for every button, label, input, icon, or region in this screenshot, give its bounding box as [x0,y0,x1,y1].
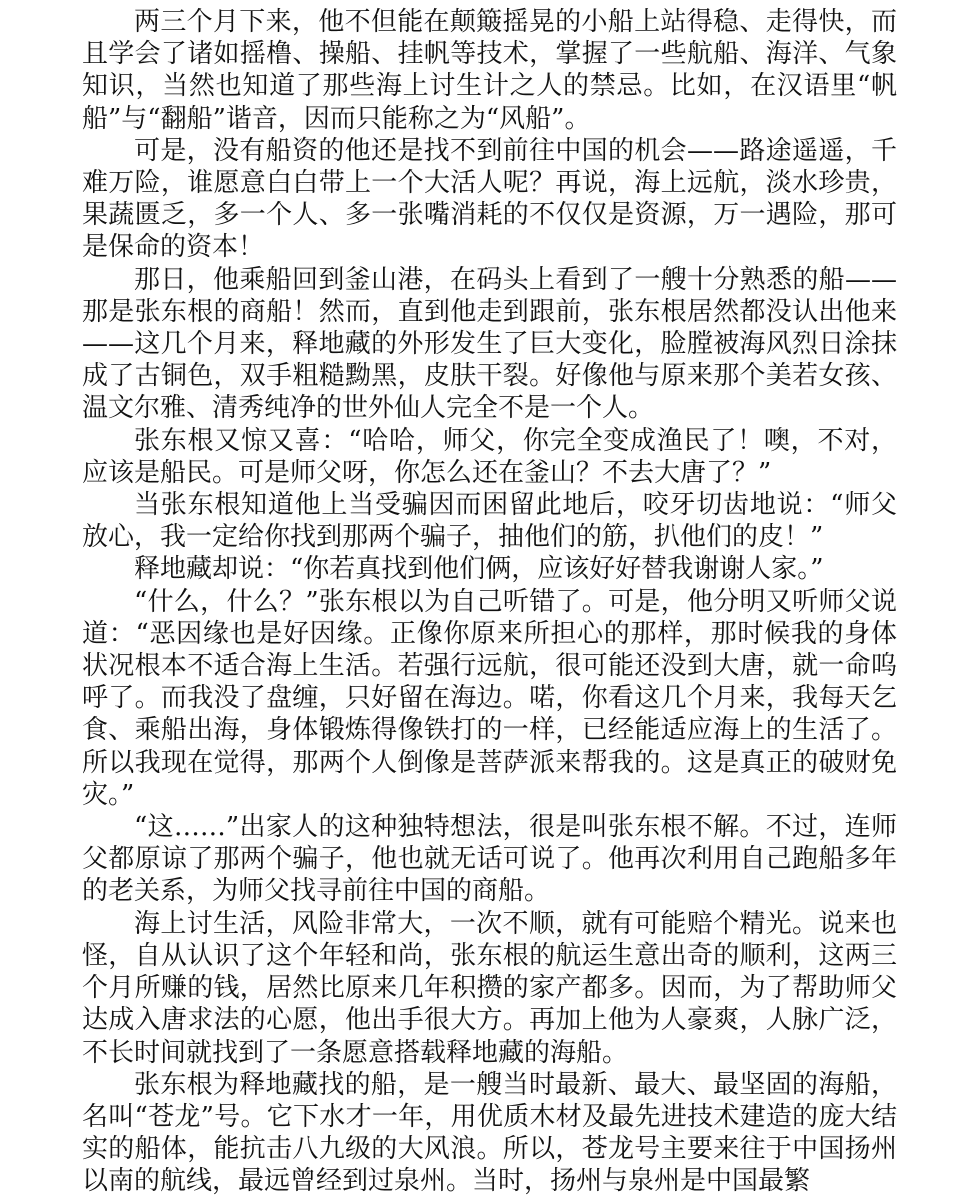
paragraph: 张东根为释地藏找的船，是一艘当时最新、最大、最坚固的海船，名叫“苍龙”号。它下水才一年，用优质木材及最先进技术建造的庞大结实的船体，能抗击八九级的大风浪。所以，苍龙号主要来往于中国扬州以南的航线，最远曾经到过泉州。当时，扬州与泉州是中国最繁 [82,1069,897,1197]
paragraph: 海上讨生活，风险非常大，一次不顺，就有可能赔个精光。说来也怪，自从认识了这个年轻和尚，张东根的航运生意出奇的顺利，这两三个月所赚的钱，居然比原来几年积攒的家产都多。因而，为了帮助师父达成入唐求法的心愿，他出手很大方。再加上他为人豪爽，人脉广泛，不长时间就找到了一条愿意搭载释地藏的海船。 [82,908,897,1068]
paragraph: 两三个月下来，他不但能在颠簸摇晃的小船上站得稳、走得快，而且学会了诸如摇橹、操船、挂帆等技术，掌握了一些航船、海洋、气象知识，当然也知道了那些海上讨生计之人的禁忌。比如，在汉语里“帆船”与“翻船”谐音，因而只能称之为“风船”。 [82,7,897,134]
paragraph: 那日，他乘船回到釜山港，在码头上看到了一艘十分熟悉的船——那是张东根的商船！然而，直到他走到跟前，张东根居然都没认出他来——这几个月来，释地藏的外形发生了巨大变化，脸膛被海风烈日涂抹成了古铜色，双手粗糙黝黑，皮肤干裂。好像他与原来那个美若女孩、温文尔雅、清秀纯净的世外仙人完全不是一个人。 [82,264,897,424]
paragraph: 释地藏却说：“你若真找到他们俩，应该好好替我谢谢人家。” [134,554,824,585]
paragraph: “什么，什么？”张东根以为自己听错了。可是，他分明又听师父说道：“恶因缘也是好因缘。正像你原来所担心的那样，那时候我的身体状况根本不适合海上生活。若强行远航，很可能还没到大唐，就一命呜呼了。而我没了盘缠，只好留在海边。喏，你看这几个月来，我每天乞食、乘船出海，身体锻炼得像铁打的一样，已经能适应海上的生活了。所以我现在觉得，那两个人倒像是菩萨派来帮我的。这是真正的破财免灾。” [82,586,897,810]
paragraph: “这……”出家人的这种独特想法，很是叫张东根不解。不过，连师父都原谅了那两个骗子，他也就无话可说了。他再次利用自己跑船多年的老关系，为师父找寻前往中国的商船。 [82,812,897,907]
paragraph: 可是，没有船资的他还是找不到前往中国的机会——路途遥遥，千难万险，谁愿意白白带上一个大活人呢？再说，海上远航，淡水珍贵，果蔬匮乏，多一个人、多一张嘴消耗的不仅仅是资源，万一遇险，那可是保命的资本！ [82,135,897,263]
paragraph: 当张东根知道他上当受骗因而困留此地后，咬牙切齿地说：“师父放心，我一定给你找到那两个骗子，抽他们的筋，扒他们的皮！” [82,490,897,553]
paragraph: 张东根又惊又喜：“哈哈，师父，你完全变成渔民了！噢，不对，应该是船民。可是师父呀，你怎么还在釜山？不去大唐了？” [82,425,897,488]
document-page [82,6,897,1198]
